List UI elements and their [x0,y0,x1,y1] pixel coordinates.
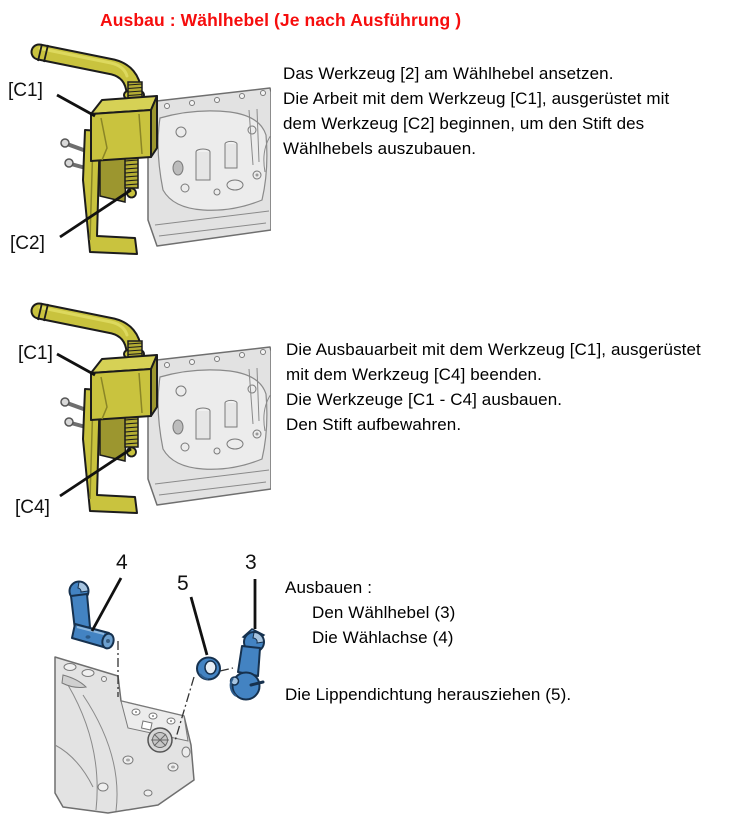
instruction-line: Den Stift aufbewahren. [286,415,462,434]
instructions-step1 [283,61,669,161]
instruction-line: dem Werkzeug [C2] beginnen, um den Stift des [283,114,645,133]
selector-lever-part3 [231,629,265,700]
lever-parts-illustration [8,545,280,816]
instructions-step3 [285,575,571,707]
instruction-line: mit dem Werkzeug [C4] beenden. [286,365,542,384]
instruction-item: Die Wählachse (4) [312,628,454,647]
instruction-line: Die Werkzeuge [C1 - C4] ausbauen. [286,390,563,409]
tool-c2-illustration [5,40,271,270]
instruction-line: Die Arbeit mit dem Werkzeug [C1], ausgerüstet mit [283,89,670,108]
gearbox-housing [55,657,194,813]
label-c4-step2: [C4] [15,497,50,518]
instruction-line: Die Ausbauarbeit mit dem Werkzeug [C1], ausgerüstet [286,340,701,359]
label-4: 4 [116,551,128,574]
figure-tool-c4 [5,298,271,530]
label-5: 5 [177,572,189,595]
instruction-line: Wählhebels auszubauen. [283,139,477,158]
label-c1-step2: [C1] [18,343,53,364]
figure-lever-parts [8,545,280,816]
lip-seal-part5 [197,658,220,680]
tool-c4-illustration [5,298,271,530]
leader-line-4 [92,578,121,631]
label-c2-step1: [C2] [10,233,45,254]
instruction-line: Das Werkzeug [2] am Wählhebel ansetzen. [283,64,614,83]
instruction-heading: Ausbauen : [285,578,373,597]
instruction-item: Den Wählhebel (3) [312,603,456,622]
label-c1-step1: [C1] [8,80,43,101]
leader-line-5 [191,597,207,655]
selector-shaft-part4 [70,582,116,650]
instructions-step2 [286,337,701,437]
instruction-footer: Die Lippendichtung herausziehen (5). [285,685,572,704]
label-3: 3 [245,551,257,574]
figure-tool-c2 [5,40,271,270]
page-title: Ausbau : Wählhebel (Je nach Ausführung ) [100,10,462,30]
